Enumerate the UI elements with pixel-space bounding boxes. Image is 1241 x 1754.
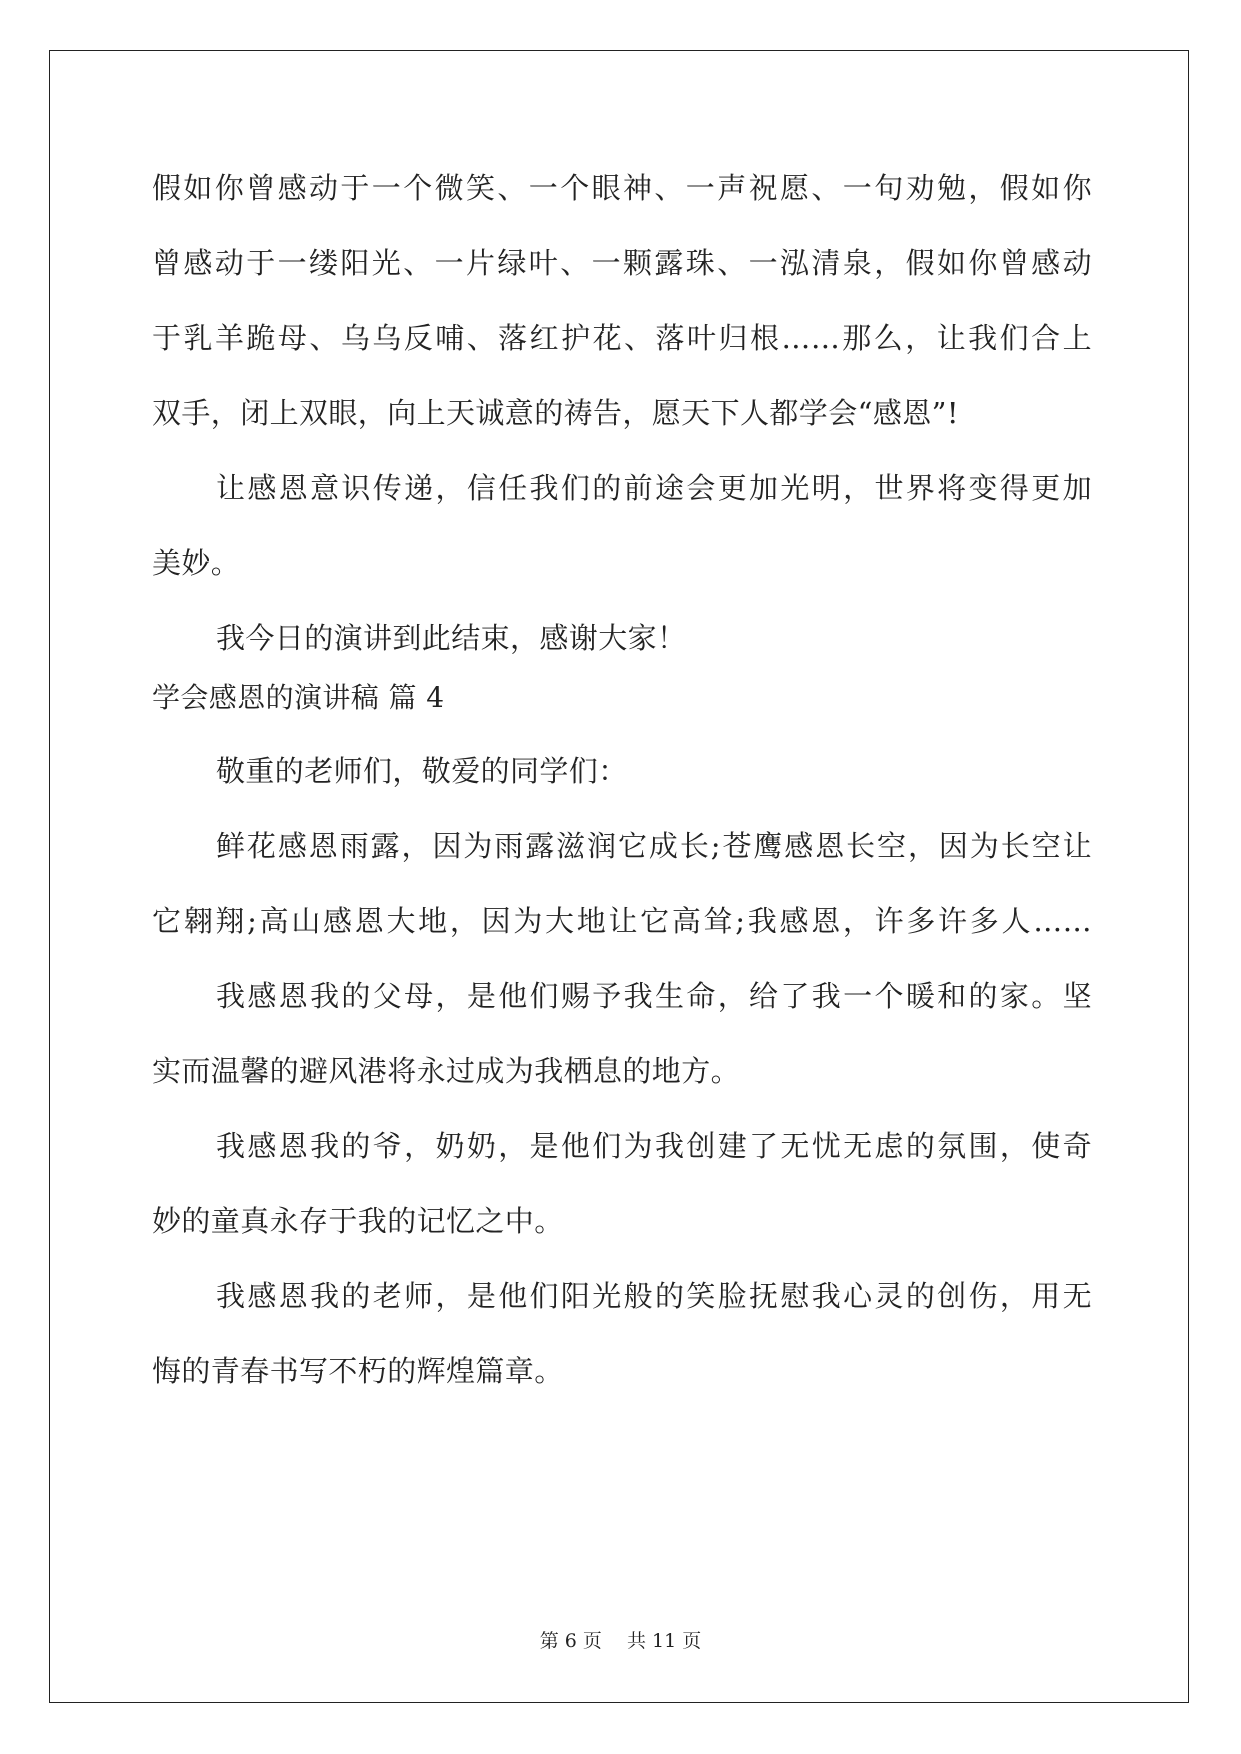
section-heading: 学会感恩的演讲稿 篇 4 [152, 681, 445, 714]
paragraph-4-line-1: 敬重的老师们，敬爱的同学们： [216, 754, 628, 788]
page-frame [49, 50, 1189, 1703]
paragraph-1-line-3: 于乳羊跪母、乌乌反哺、落红护花、落叶归根……那么，让我们合上 [152, 321, 1092, 355]
paragraph-6-line-1: 我感恩我的父母，是他们赐予我生命，给了我一个暖和的家。坚 [216, 979, 1092, 1013]
paragraph-1-line-4: 双手，闭上双眼，向上天诚意的祷告，愿天下人都学会“感恩”! [152, 396, 959, 430]
paragraph-1-line-2: 曾感动于一缕阳光、一片绿叶、一颗露珠、一泓清泉，假如你曾感动 [152, 246, 1092, 280]
paragraph-2-line-1: 让感恩意识传递，信任我们的前途会更加光明，世界将变得更加 [216, 471, 1092, 505]
paragraph-8-line-2: 悔的青春书写不朽的辉煌篇章。 [152, 1354, 564, 1388]
paragraph-1-line-1: 假如你曾感动于一个微笑、一个眼神、一声祝愿、一句劝勉，假如你 [152, 171, 1092, 205]
paragraph-7-line-2: 妙的童真永存于我的记忆之中。 [152, 1204, 564, 1238]
paragraph-8-line-1: 我感恩我的老师，是他们阳光般的笑脸抚慰我心灵的创伤，用无 [216, 1279, 1092, 1313]
paragraph-3-line-1: 我今日的演讲到此结束，感谢大家！ [216, 621, 687, 655]
paragraph-6-line-2: 实而温馨的避风港将永过成为我栖息的地方。 [152, 1054, 741, 1088]
paragraph-2-line-2: 美妙。 [152, 546, 241, 580]
paragraph-7-line-1: 我感恩我的爷，奶奶，是他们为我创建了无忧无虑的氛围，使奇 [216, 1129, 1092, 1163]
paragraph-5-line-2: 它翱翔;高山感恩大地，因为大地让它高耸;我感恩，许多许多人…… [152, 904, 1092, 938]
paragraph-5-line-1: 鲜花感恩雨露，因为雨露滋润它成长;苍鹰感恩长空，因为长空让 [216, 829, 1092, 863]
page-number-footer: 第 6 页 共 11 页 [539, 1630, 702, 1652]
